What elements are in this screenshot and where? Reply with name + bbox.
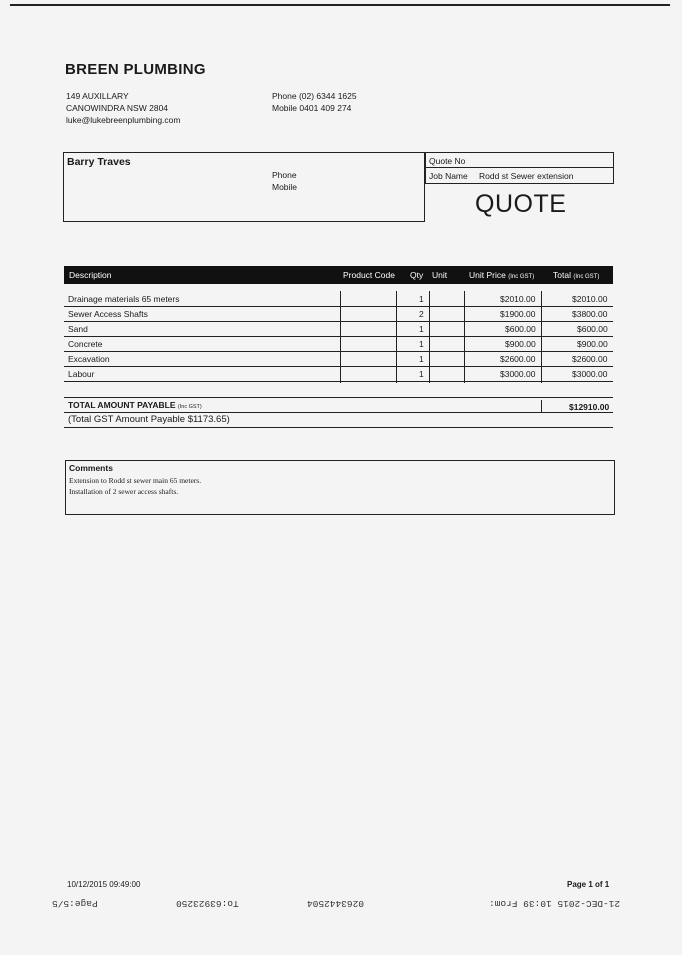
row-unit-price: $600.00 [505, 324, 536, 334]
row-total: $3800.00 [572, 309, 608, 319]
column-divider [541, 291, 542, 383]
row-description: Excavation [68, 354, 110, 364]
fax-number: 0263442504 [307, 898, 365, 909]
address-line-1: 149 AUXILLARY [66, 91, 129, 101]
table-row [64, 306, 613, 322]
fax-from: 21-DEC-2015 10:39 From: [489, 898, 621, 909]
total-amount-label [68, 400, 202, 410]
row-qty: 1 [419, 354, 424, 364]
column-divider [464, 291, 465, 383]
table-row [64, 291, 613, 307]
header-unit-price-label: Unit Price [469, 270, 506, 280]
customer-box [63, 152, 425, 222]
table-header [64, 266, 613, 284]
total-amount-label-text: TOTAL AMOUNT PAYABLE [68, 400, 176, 410]
row-description: Drainage materials 65 meters [68, 294, 180, 304]
quote-box-divider [426, 167, 613, 168]
footer-date: 10/12/2015 09:49:00 [67, 880, 141, 889]
total-amount-value: $12910.00 [569, 402, 610, 412]
footer-page-number: Page 1 of 1 [567, 880, 610, 889]
fax-to: To:63923250 [176, 898, 239, 909]
column-divider [396, 291, 397, 383]
row-total: $600.00 [577, 324, 608, 334]
header-qty: Qty [410, 270, 424, 280]
header-total-label: Total [553, 270, 571, 280]
company-contact [272, 90, 357, 114]
row-unit-price: $1900.00 [500, 309, 536, 319]
header-description: Description [69, 270, 112, 280]
job-name-value: Rodd st Sewer extension [479, 171, 574, 181]
address-line-2: CANOWINDRA NSW 2804 [66, 103, 169, 113]
company-email: luke@lukebreenplumbing.com [66, 115, 181, 125]
quote-info-box [425, 152, 614, 184]
row-qty: 2 [419, 309, 424, 319]
quote-no-label: Quote No [429, 156, 466, 166]
comment-line-1: Extension to Rodd st sewer main 65 meters. [69, 476, 202, 485]
header-total-note: (Inc GST) [573, 274, 600, 280]
table-row [64, 351, 613, 367]
total-divider [541, 400, 542, 412]
row-description: Concrete [68, 339, 103, 349]
row-qty: 1 [419, 324, 424, 334]
header-unit: Unit [432, 270, 448, 280]
row-qty: 1 [419, 294, 424, 304]
header-total [553, 270, 599, 280]
row-unit-price: $900.00 [505, 339, 536, 349]
comments-text [69, 475, 201, 497]
row-description: Labour [68, 369, 95, 379]
row-unit-price: $3000.00 [500, 369, 536, 379]
table-row [64, 366, 613, 382]
comment-line-2: Installation of 2 sewer access shafts. [69, 487, 179, 496]
customer-mobile-label: Mobile [272, 182, 298, 192]
total-rule-top [64, 397, 613, 398]
table-row [64, 336, 613, 352]
job-name-label: Job Name [429, 171, 468, 181]
column-divider [429, 291, 430, 383]
customer-name: Barry Traves [67, 156, 131, 168]
fax-page: Page:5/5 [52, 898, 98, 909]
header-unit-price [469, 270, 534, 280]
gst-amount: (Total GST Amount Payable $1173.65) [68, 414, 230, 425]
company-phone: Phone (02) 6344 1625 [272, 91, 357, 101]
table-row [64, 321, 613, 337]
row-description: Sand [68, 324, 88, 334]
row-unit-price: $2010.00 [500, 294, 536, 304]
comments-box [65, 460, 615, 515]
company-address [66, 90, 180, 126]
customer-contact-labels [272, 169, 297, 193]
header-unit-price-note: (Inc GST) [508, 274, 535, 280]
total-rule-bottom [64, 427, 613, 428]
total-rule-middle [64, 412, 613, 413]
row-total: $2600.00 [572, 354, 608, 364]
row-qty: 1 [419, 369, 424, 379]
row-total: $2010.00 [572, 294, 608, 304]
quote-title: QUOTE [475, 190, 567, 218]
row-total: $900.00 [577, 339, 608, 349]
company-name: BREEN PLUMBING [65, 61, 206, 78]
row-description: Sewer Access Shafts [68, 309, 148, 319]
column-divider [340, 291, 341, 383]
customer-phone-label: Phone [272, 170, 297, 180]
row-total: $3000.00 [572, 369, 608, 379]
row-qty: 1 [419, 339, 424, 349]
comments-title: Comments [69, 463, 113, 473]
total-amount-label-note: (Inc GST) [177, 404, 202, 410]
company-mobile: Mobile 0401 409 274 [272, 103, 352, 113]
top-border [10, 4, 670, 6]
row-unit-price: $2600.00 [500, 354, 536, 364]
header-product-code: Product Code [343, 270, 395, 280]
